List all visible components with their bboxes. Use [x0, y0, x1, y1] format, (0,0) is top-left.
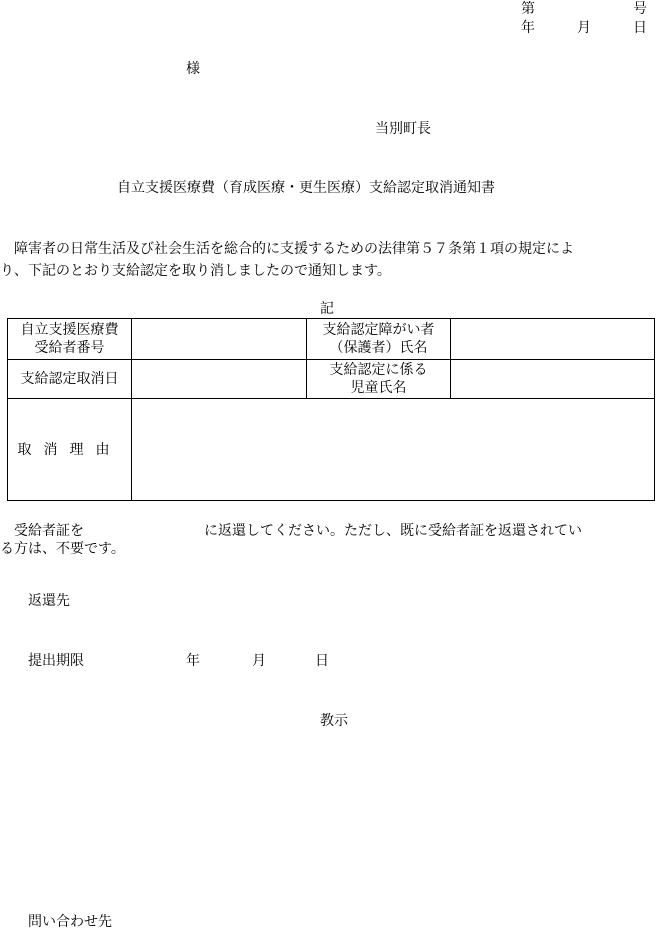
- cancel-date-label: 支給認定取消日: [8, 360, 132, 399]
- certified-person-label: 支給認定障がい者 （保護者）氏名: [307, 319, 451, 360]
- cancel-reason-label: 取消理由: [8, 399, 132, 501]
- date-month-label: 月: [577, 20, 591, 36]
- date-year-label: 年: [521, 20, 535, 36]
- table-row: [8, 399, 655, 501]
- number-suffix: 号: [633, 1, 647, 17]
- return-notice-line-2: る方は、不要です。: [0, 541, 125, 557]
- number-prefix: 第: [521, 1, 535, 17]
- inquiry-label: 問い合わせ先: [28, 914, 112, 930]
- recipient-number-value: [132, 319, 307, 360]
- notice-body-line-2: り、下記のとおり支給認定を取り消しましたので通知します。: [0, 263, 391, 279]
- table-row: [8, 360, 655, 399]
- deadline-label: 提出期限: [28, 653, 84, 669]
- ki-heading: 記: [320, 301, 334, 317]
- deadline-year-label: 年: [186, 653, 200, 669]
- info-table: [7, 318, 655, 501]
- return-notice-line-1b: に返還してください。ただし、既に受給者証を返還されてい: [204, 523, 582, 539]
- cancel-reason-value: [132, 399, 655, 501]
- certified-person-value: [451, 319, 655, 360]
- instruction-heading: 教示: [320, 713, 348, 729]
- deadline-month-label: 月: [252, 653, 266, 669]
- notice-body-line-1: 障害者の日常生活及び社会生活を総合的に支援するための法律第５７条第１項の規定によ: [14, 241, 574, 257]
- child-name-value: [451, 360, 655, 399]
- notice-body: [0, 238, 656, 282]
- document-title: 自立支援医療費（育成医療・更生医療）支給認定取消通知書: [117, 180, 495, 196]
- cancel-date-value: [132, 360, 307, 399]
- date-day-label: 日: [633, 20, 647, 36]
- table-row: [8, 319, 655, 360]
- return-destination-label: 返還先: [28, 593, 70, 609]
- recipient-number-label: 自立支援医療費 受給者番号: [8, 319, 132, 360]
- addressee-honorific: 様: [186, 61, 200, 77]
- issuer-name: 当別町長: [375, 121, 431, 137]
- return-notice: [0, 522, 656, 558]
- deadline-day-label: 日: [315, 653, 329, 669]
- child-name-label: 支給認定に係る 児童氏名: [307, 360, 451, 399]
- return-notice-line-1a: 受給者証を: [14, 523, 84, 539]
